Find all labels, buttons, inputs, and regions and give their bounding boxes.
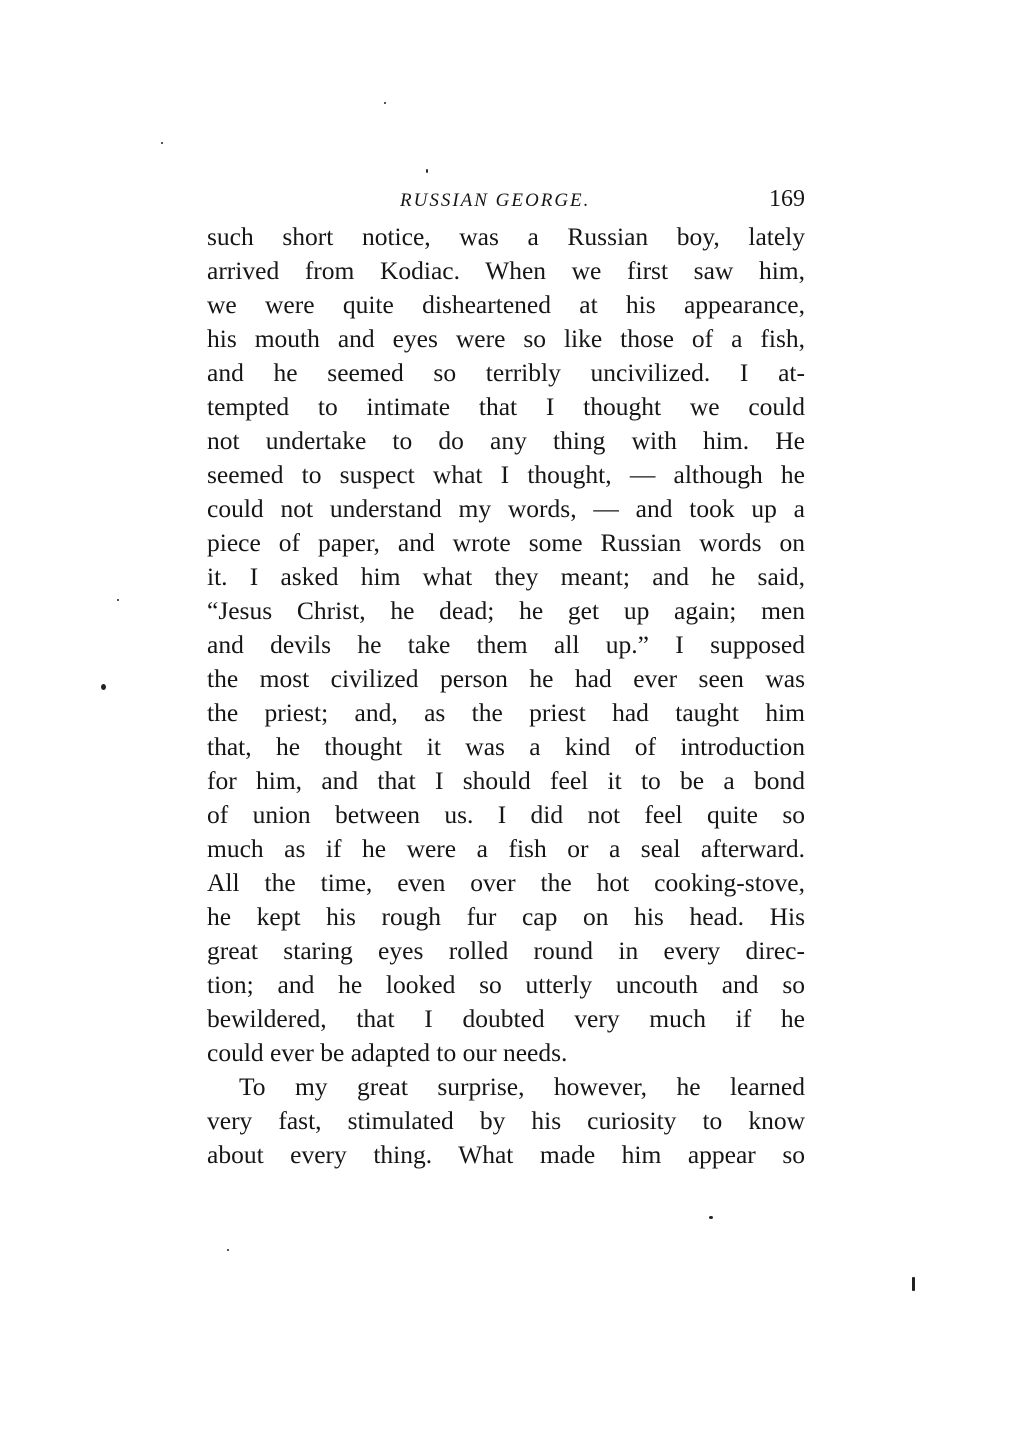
text-line: it. I asked him what they meant; and he said,: [207, 562, 805, 591]
text-line: great staring eyes rolled round in every direc-: [207, 936, 805, 965]
scan-speck: [101, 684, 106, 690]
text-line: arrived from Kodiac. When we first saw him,: [207, 256, 805, 285]
scan-speck: [709, 1216, 713, 1219]
text-line: bewildered, that I doubted very much if he: [207, 1004, 805, 1033]
text-line: he kept his rough fur cap on his head. His: [207, 902, 805, 931]
paragraph-end-line: could ever be adapted to our needs.: [207, 1038, 568, 1067]
text-line: could not understand my words, — and took up a: [207, 494, 805, 523]
paragraph-start-line: To my great surprise, however, he learned: [239, 1072, 805, 1101]
text-line: much as if he were a fish or a seal afterward.: [207, 834, 805, 863]
text-line: and devils he take them all up.” I supposed: [207, 630, 805, 659]
text-line: tion; and he looked so utterly uncouth and so: [207, 970, 805, 999]
text-line: not undertake to do any thing with him. He: [207, 426, 805, 455]
scan-speck: [912, 1277, 915, 1291]
body-text: [207, 220, 805, 1172]
text-line: that, he thought it was a kind of introduction: [207, 732, 805, 761]
text-line: piece of paper, and wrote some Russian words on: [207, 528, 805, 557]
text-line: we were quite disheartened at his appearance,: [207, 290, 805, 319]
scan-speck: [426, 169, 428, 173]
text-line: tempted to intimate that I thought we could: [207, 392, 805, 421]
text-line: seemed to suspect what I thought, — although he: [207, 460, 805, 489]
running-title: RUSSIAN GEORGE.: [400, 190, 591, 211]
running-head: [207, 186, 805, 220]
text-line: such short notice, was a Russian boy, lately: [207, 222, 805, 251]
scan-speck: [227, 1249, 229, 1251]
text-line: very fast, stimulated by his curiosity to know: [207, 1106, 805, 1135]
scan-speck: [161, 142, 163, 144]
text-line: about every thing. What made him appear so: [207, 1140, 805, 1169]
text-line: the most civilized person he had ever seen was: [207, 664, 805, 693]
text-line: and he seemed so terribly uncivilized. I at-: [207, 358, 805, 387]
text-line: his mouth and eyes were so like those of a fish,: [207, 324, 805, 353]
page-number: 169: [769, 186, 805, 212]
text-line: All the time, even over the hot cooking-stove,: [207, 868, 805, 897]
scan-speck: [117, 599, 119, 601]
text-line: of union between us. I did not feel quite so: [207, 800, 805, 829]
text-line: for him, and that I should feel it to be a bond: [207, 766, 805, 795]
scan-speck: [384, 102, 386, 104]
text-line: the priest; and, as the priest had taught him: [207, 698, 805, 727]
text-line: “Jesus Christ, he dead; he get up again; men: [207, 596, 805, 625]
